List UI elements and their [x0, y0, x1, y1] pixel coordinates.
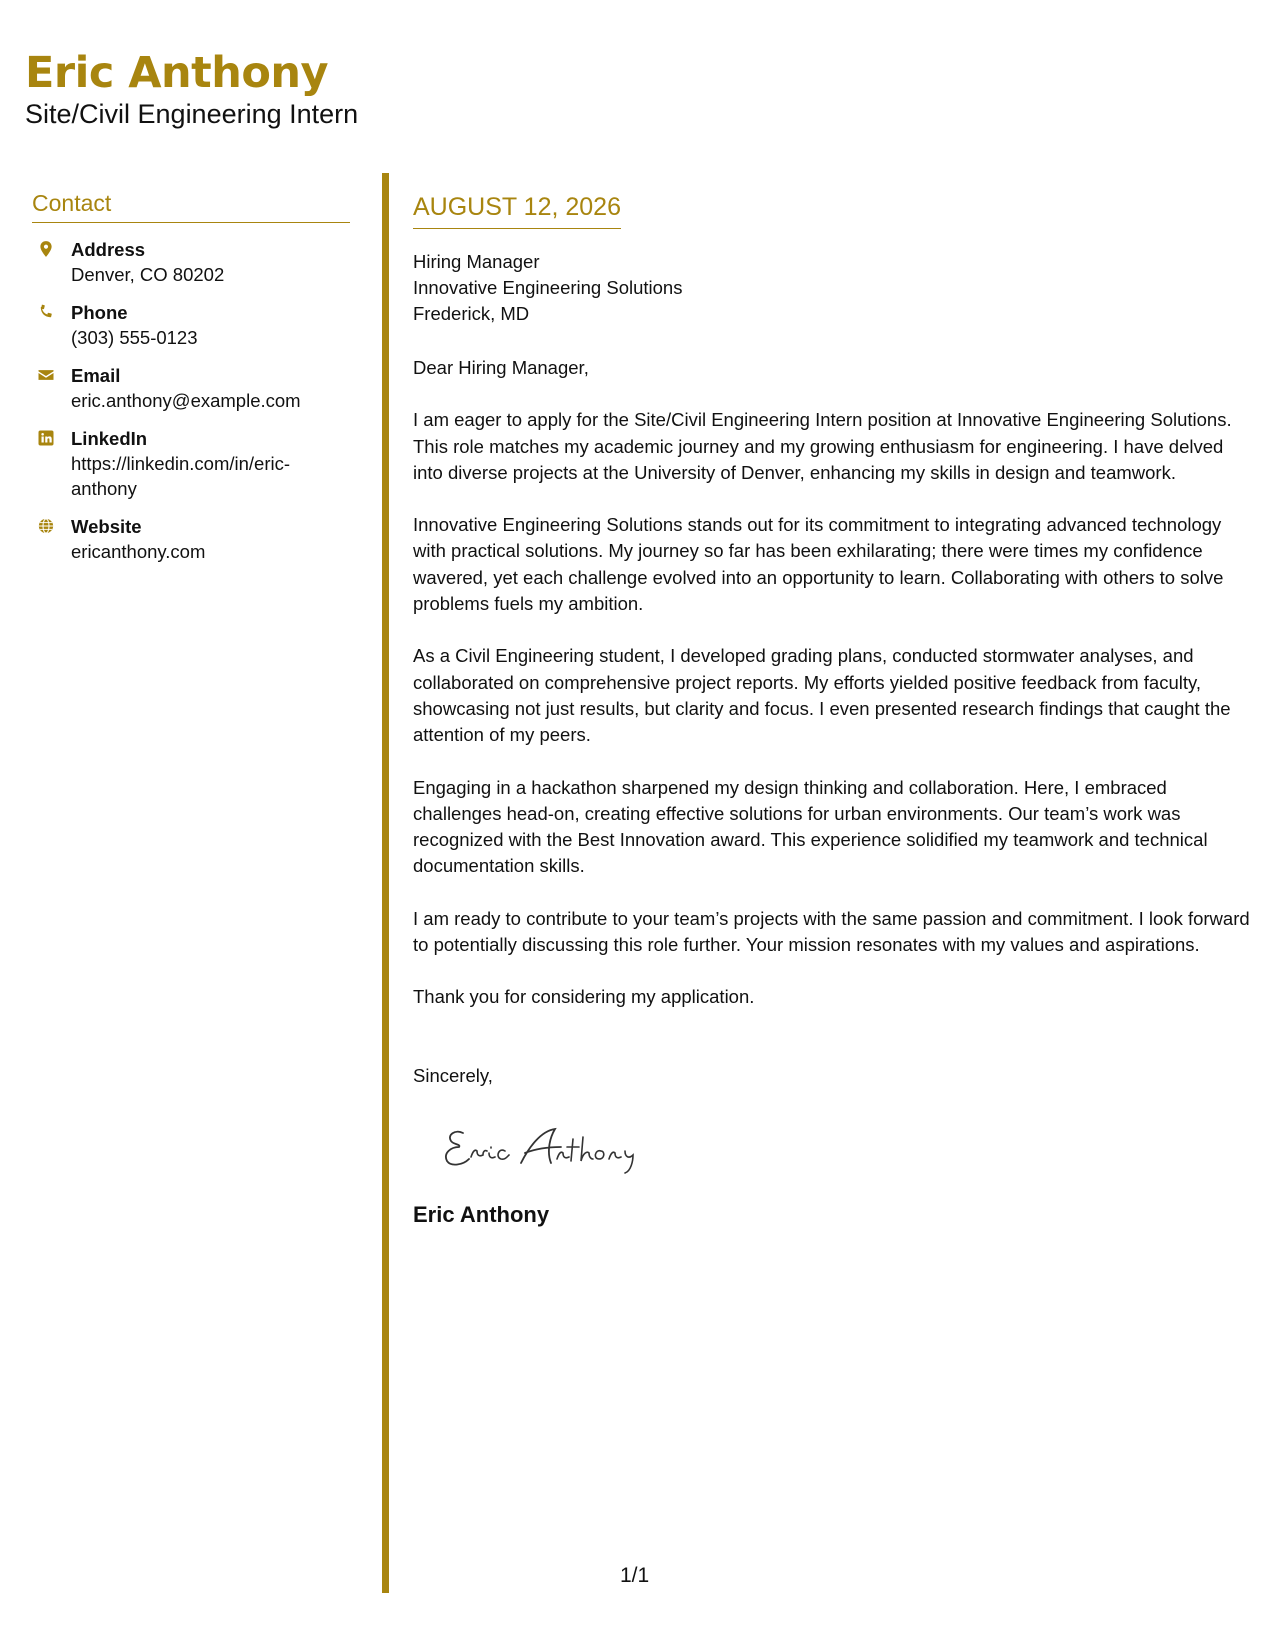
map-pin-icon	[37, 240, 55, 258]
letter-paragraph: Innovative Engineering Solutions stands out for its commitment to integrating advanced technology with practical solutions. My journey so far has been exhilarating; there were times my confidence wavered, yet each challenge evolved into an opportunity to learn. Collaborating with others to solve problems fuels my ambition.	[413, 514, 1224, 615]
contact-label: Address	[71, 239, 146, 260]
contact-value: (303) 555-0123	[71, 327, 198, 348]
contact-address	[32, 237, 350, 287]
contact-heading: Contact	[32, 190, 350, 223]
closing: Sincerely,	[413, 1064, 493, 1086]
applicant-name: Eric Anthony	[25, 48, 329, 98]
contact-website	[32, 514, 350, 564]
recipient-location: Frederick, MD	[413, 303, 530, 324]
recipient-title: Hiring Manager	[413, 251, 540, 272]
globe-icon	[37, 517, 55, 535]
letter-paragraph: I am ready to contribute to your team’s projects with the same passion and commitment. I look forward to potentially discussing this role further. Your mission resonates with my values and aspirations.	[413, 907, 1250, 956]
contact-label: Phone	[71, 302, 128, 323]
contact-sidebar	[32, 190, 350, 577]
contact-value: eric.anthony@example.com	[71, 390, 301, 411]
contact-value: Denver, CO 80202	[71, 264, 225, 285]
signer-name: Eric Anthony	[413, 1202, 550, 1228]
letter-paragraph: I am eager to apply for the Site/Civil Engineering Intern position at Innovative Engineering Solutions. This role matches my academic journey and my growing enthusiasm for engineering. I have delved into diverse projects at the University of Denver, enhancing my skills in design and teamwork.	[413, 409, 1232, 483]
letter-body	[413, 192, 1253, 1229]
letter-date: AUGUST 12, 2026	[413, 192, 621, 229]
contact-linkedin	[32, 426, 350, 501]
handwritten-signature	[437, 1117, 677, 1177]
recipient-company: Innovative Engineering Solutions	[413, 277, 683, 298]
contact-label: LinkedIn	[71, 428, 148, 449]
salutation: Dear Hiring Manager,	[413, 357, 589, 378]
contact-label: Website	[71, 516, 142, 537]
letter-paragraph: As a Civil Engineering student, I developed grading plans, conducted stormwater analyses, and collaborated on comprehensive project reports. My efforts yielded positive feedback from faculty, showcasing not just results, but clarity and focus. I even presented research findings that caught the attention of my peers.	[413, 645, 1231, 746]
recipient-block	[413, 249, 1253, 327]
letter-paragraph: Thank you for considering my application.	[413, 986, 755, 1008]
contact-phone	[32, 300, 350, 350]
letter-paragraph: Engaging in a hackathon sharpened my design thinking and collaboration. Here, I embraced challenges head-on, creating effective solutions for urban environments. Our team’s work was recognized with the Best Innovation award. This experience solidified my teamwork and technical documentation skills.	[413, 776, 1208, 877]
page-number: 1/1	[620, 1564, 650, 1587]
applicant-headline: Site/Civil Engineering Intern	[25, 99, 359, 129]
contact-value[interactable]: ericanthony.com	[71, 541, 206, 562]
linkedin-icon	[37, 429, 55, 447]
contact-value[interactable]: https://linkedin.com/in/eric-anthony	[71, 453, 291, 499]
vertical-divider	[382, 173, 389, 1593]
phone-icon	[37, 303, 55, 321]
contact-email	[32, 363, 350, 413]
envelope-icon	[37, 366, 55, 384]
contact-label: Email	[71, 365, 121, 386]
